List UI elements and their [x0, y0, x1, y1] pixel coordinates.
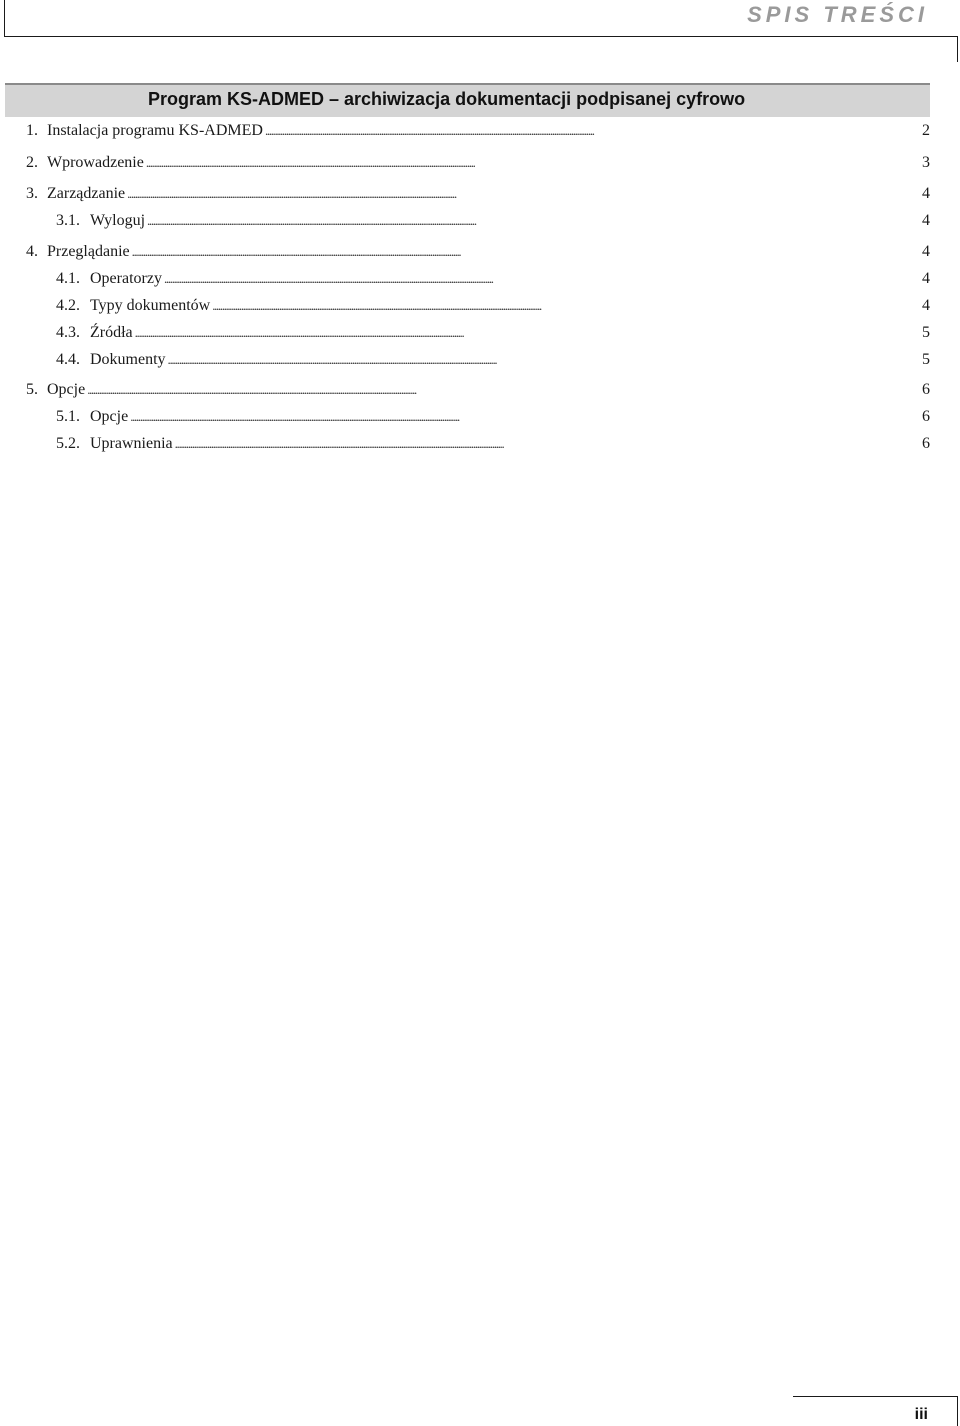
toc-entry-label: Źródła — [90, 324, 133, 341]
toc-leader-dots — [212, 295, 919, 317]
toc-entry-label: Typy dokumentów — [90, 297, 211, 314]
toc-leader-dots — [146, 152, 919, 174]
toc-entry-label: Uprawnienia — [90, 435, 173, 452]
toc-entry-page: 6 — [922, 381, 930, 398]
toc-entry-label: Instalacja programu KS-ADMED — [47, 122, 263, 139]
header-rule-left — [4, 0, 5, 37]
toc-entry[interactable] — [56, 433, 930, 455]
toc-entry-label: Przeglądanie — [47, 243, 130, 260]
toc-entry-number: 4.2. — [56, 297, 80, 314]
header-rule-right — [957, 36, 958, 62]
toc-entry[interactable] — [26, 379, 930, 401]
toc-leader-dots — [130, 406, 919, 428]
toc-entry-label: Wprowadzenie — [47, 154, 144, 171]
toc-entry[interactable] — [56, 210, 930, 232]
toc-entry-page: 4 — [922, 270, 930, 287]
toc-entry-number: 5. — [26, 381, 38, 398]
toc-entry-number: 5.1. — [56, 408, 80, 425]
toc-leader-dots — [87, 379, 919, 401]
header-title: SPIS TREŚCI — [747, 2, 928, 27]
toc-entry-page: 5 — [922, 324, 930, 341]
toc-entry[interactable] — [56, 349, 930, 371]
toc-entry[interactable] — [26, 183, 930, 205]
toc-entry[interactable] — [56, 406, 930, 428]
toc-entry[interactable] — [56, 295, 930, 317]
toc-entry-page: 4 — [922, 185, 930, 202]
toc-entry-number: 3. — [26, 185, 38, 202]
section-title: Program KS-ADMED – archiwizacja dokumentacji podpisanej cyfrowo — [148, 89, 746, 109]
footer-rule — [793, 1396, 957, 1397]
toc-entry-number: 4. — [26, 243, 38, 260]
toc-entry-page: 4 — [922, 243, 930, 260]
toc-entry[interactable] — [26, 152, 930, 174]
toc-leader-dots — [135, 322, 919, 344]
toc-leader-dots — [127, 183, 919, 205]
toc-entry-number: 5.2. — [56, 435, 80, 452]
toc-leader-dots — [132, 241, 919, 263]
toc-leader-dots — [164, 268, 919, 290]
toc-entry-label: Operatorzy — [90, 270, 162, 287]
toc-leader-dots — [168, 349, 919, 371]
toc-entry-page: 5 — [922, 351, 930, 368]
toc-entry-label: Opcje — [47, 381, 86, 398]
toc-entry-page: 3 — [922, 154, 930, 171]
toc-entry-number: 2. — [26, 154, 38, 171]
toc-entry-label: Zarządzanie — [47, 185, 126, 202]
toc-entry[interactable] — [56, 322, 930, 344]
toc-entry-page: 6 — [922, 435, 930, 452]
toc-entry-number: 4.3. — [56, 324, 80, 341]
header-rule — [4, 36, 958, 37]
toc-entry[interactable] — [56, 268, 930, 290]
toc-entry[interactable] — [26, 241, 930, 263]
toc-entry-page: 2 — [922, 122, 930, 139]
toc-entry[interactable] — [26, 120, 930, 142]
toc-entry-label: Opcje — [90, 408, 129, 425]
toc-entry-page: 6 — [922, 408, 930, 425]
toc-entry-number: 4.1. — [56, 270, 80, 287]
toc-leader-dots — [265, 120, 919, 142]
toc-entry-page: 4 — [922, 212, 930, 229]
toc-entry-number: 1. — [26, 122, 38, 139]
page-number: iii — [914, 1406, 928, 1423]
toc-leader-dots — [175, 433, 919, 455]
toc-entry-label: Wyloguj — [90, 212, 146, 229]
footer-rule-right — [957, 1396, 958, 1426]
toc-entry-page: 4 — [922, 297, 930, 314]
toc-entry-number: 3.1. — [56, 212, 80, 229]
toc-leader-dots — [147, 210, 919, 232]
toc-entry-label: Dokumenty — [90, 351, 166, 368]
toc-entry-number: 4.4. — [56, 351, 80, 368]
